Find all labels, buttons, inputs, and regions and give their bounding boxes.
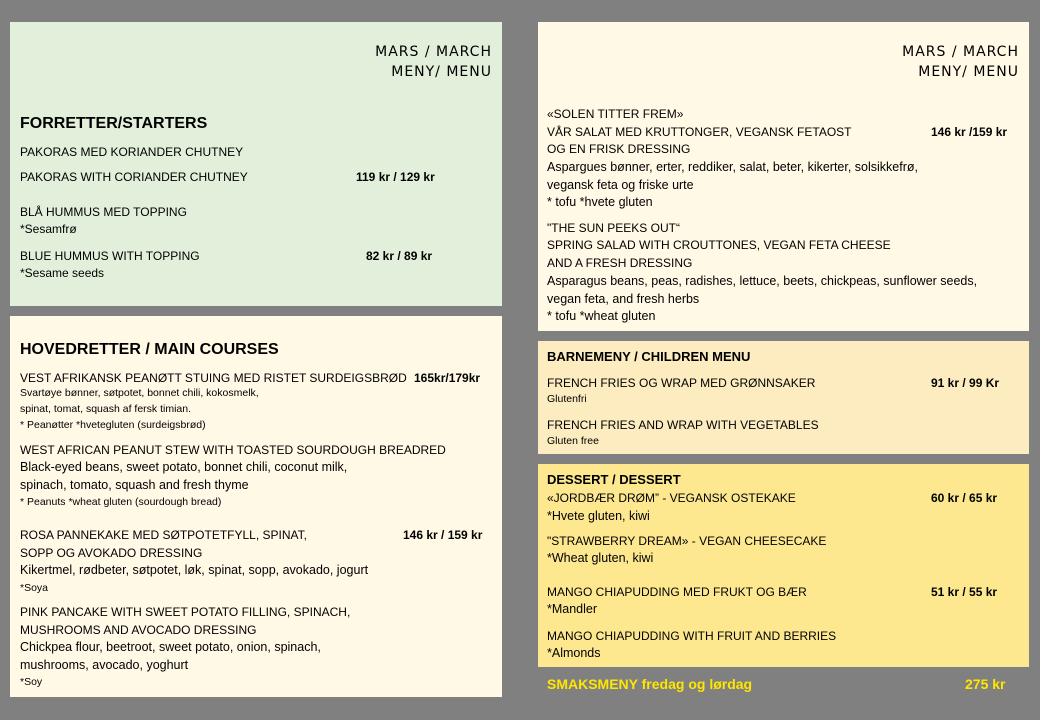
main-item-name-en: PINK PANCAKE WITH SWEET POTATO FILLING, SPINACH, xyxy=(20,605,351,619)
salad-panel xyxy=(538,22,1029,331)
main-item-name-no: VEST AFRIKANSK PEANØTT STUING MED RISTET SURDEIGSBRØD xyxy=(20,371,407,385)
allergen-note: *Mandler xyxy=(547,602,598,616)
section-title-starters: FORRETTER/STARTERS xyxy=(20,115,208,132)
main-item-name-en: MUSHROOMS AND AVOCADO DRESSING xyxy=(20,623,257,637)
kids-item-price: 91 kr / 99 Kr xyxy=(931,376,1000,390)
allergen-note: * tofu *wheat gluten xyxy=(547,309,656,323)
allergen-note: *Soy xyxy=(20,676,43,688)
dessert-item-price: 51 kr / 55 kr xyxy=(931,585,998,599)
menu-header xyxy=(375,42,492,82)
kids-item-name-en: FRENCH FRIES AND WRAP WITH VEGETABLES xyxy=(547,418,819,432)
salad-name-no: «SOLEN TITTER FREM» xyxy=(547,107,684,121)
section-title-children: BARNEMENY / CHILDREN MENU xyxy=(547,349,751,364)
dessert-item-name-en: MANGO CHIAPUDDING WITH FRUIT AND BERRIES xyxy=(547,629,837,643)
allergen-note: * tofu *hvete gluten xyxy=(547,195,653,209)
header-line-2: MENY/ MENU xyxy=(391,64,492,80)
item-description: Kikertmel, rødbeter, søtpotet, løk, spinat, sopp, avokado, jogurt xyxy=(20,563,369,577)
dessert-item-name-no: MANGO CHIAPUDDING MED FRUKT OG BÆR xyxy=(547,585,807,599)
allergen-note: * Peanuts *wheat gluten (sourdough bread) xyxy=(20,496,222,508)
salad-price: 146 kr /159 kr xyxy=(931,125,1008,139)
section-title-dessert: DESSERT / DESSERT xyxy=(547,472,681,487)
tasting-menu-price: 275 kr xyxy=(965,676,1006,692)
item-description: vegansk feta og friske urte xyxy=(547,178,694,192)
allergen-note: *Hvete gluten, kiwi xyxy=(547,509,650,523)
allergen-note: *Wheat gluten, kiwi xyxy=(547,551,654,565)
salad-name-en: "THE SUN PEEKS OUT“ xyxy=(547,221,680,235)
main-item-name-no: SOPP OG AVOKADO DRESSING xyxy=(20,546,203,560)
starter-item-price: 82 kr / 89 kr xyxy=(366,249,433,263)
children-menu-panel xyxy=(538,341,1029,454)
main-item-price: 146 kr / 159 kr xyxy=(403,528,483,542)
allergen-note: *Almonds xyxy=(547,646,601,660)
item-description: Aspargues bønner, erter, reddiker, salat, beter, kikerter, solsikkefrø, xyxy=(547,160,919,174)
salad-title-no: OG EN FRISK DRESSING xyxy=(547,142,691,156)
allergen-note: *Soya xyxy=(20,582,49,594)
starters-panel xyxy=(10,22,502,306)
item-description: Asparagus beans, peas, radishes, lettuce, beets, chickpeas, sunflower seeds, xyxy=(547,274,978,288)
tasting-menu-label: SMAKSMENY fredag og lørdag xyxy=(547,676,753,692)
item-description: mushrooms, avocado, yoghurt xyxy=(20,658,189,672)
starter-item-name-no: PAKORAS MED KORIANDER CHUTNEY xyxy=(20,145,244,159)
item-description: Chickpea flour, beetroot, sweet potato, onion, spinach, xyxy=(20,640,321,654)
section-title-main-courses: HOVEDRETTER / MAIN COURSES xyxy=(20,341,279,358)
allergen-note: * Peanøtter *hvetegluten (surdeigsbrød) xyxy=(20,419,206,431)
header-line-1: MARS / MARCH xyxy=(902,44,1019,60)
dessert-item-name-en: "STRAWBERRY DREAM» - VEGAN CHEESECAKE xyxy=(547,534,827,548)
allergen-note: *Sesame seeds xyxy=(20,266,105,280)
item-description: spinat, tomat, squash af fersk timian. xyxy=(20,403,191,415)
starter-item-name-en: BLUE HUMMUS WITH TOPPING xyxy=(20,249,200,263)
item-description: spinach, tomato, squash and fresh thyme xyxy=(20,478,249,492)
item-description: Black-eyed beans, sweet potato, bonnet chili, coconut milk, xyxy=(20,460,348,474)
starter-item-price: 119 kr / 129 kr xyxy=(356,170,435,184)
item-description: Svartøye bønner, søtpotet, bonnet chili, kokosmelk, xyxy=(20,387,259,399)
allergen-note: *Sesamfrø xyxy=(20,222,77,236)
main-courses-panel xyxy=(10,316,502,697)
menu-header xyxy=(902,42,1019,82)
starter-item-name-en: PAKORAS WITH CORIANDER CHUTNEY xyxy=(20,170,248,184)
main-item-price: 165kr/179kr xyxy=(414,371,481,385)
header-line-1: MARS / MARCH xyxy=(375,44,492,60)
salad-title-en: AND A FRESH DRESSING xyxy=(547,256,693,270)
header-line-2: MENY/ MENU xyxy=(918,64,1019,80)
dessert-item-price: 60 kr / 65 kr xyxy=(931,491,998,505)
dessert-panel xyxy=(538,464,1029,667)
allergen-note: Glutenfri xyxy=(547,393,587,405)
salad-title-no: VÅR SALAT MED KRUTTONGER, VEGANSK FETAOST xyxy=(547,125,852,139)
salad-title-en: SPRING SALAD WITH CROUTTONES, VEGAN FETA CHEESE xyxy=(547,238,891,252)
dessert-item-name-no: «JORDBÆR DRØM” - VEGANSK OSTEKAKE xyxy=(547,491,796,505)
item-description: vegan feta, and fresh herbs xyxy=(547,292,700,306)
main-item-name-no: ROSA PANNEKAKE MED SØTPOTETFYLL, SPINAT, xyxy=(20,528,307,542)
allergen-note: Gluten free xyxy=(547,435,599,447)
kids-item-name-no: FRENCH FRIES OG WRAP MED GRØNNSAKER xyxy=(547,376,816,390)
main-item-name-en: WEST AFRICAN PEANUT STEW WITH TOASTED SOURDOUGH BREADRED xyxy=(20,443,446,457)
starter-item-name-no: BLÅ HUMMUS MED TOPPING xyxy=(20,205,187,219)
